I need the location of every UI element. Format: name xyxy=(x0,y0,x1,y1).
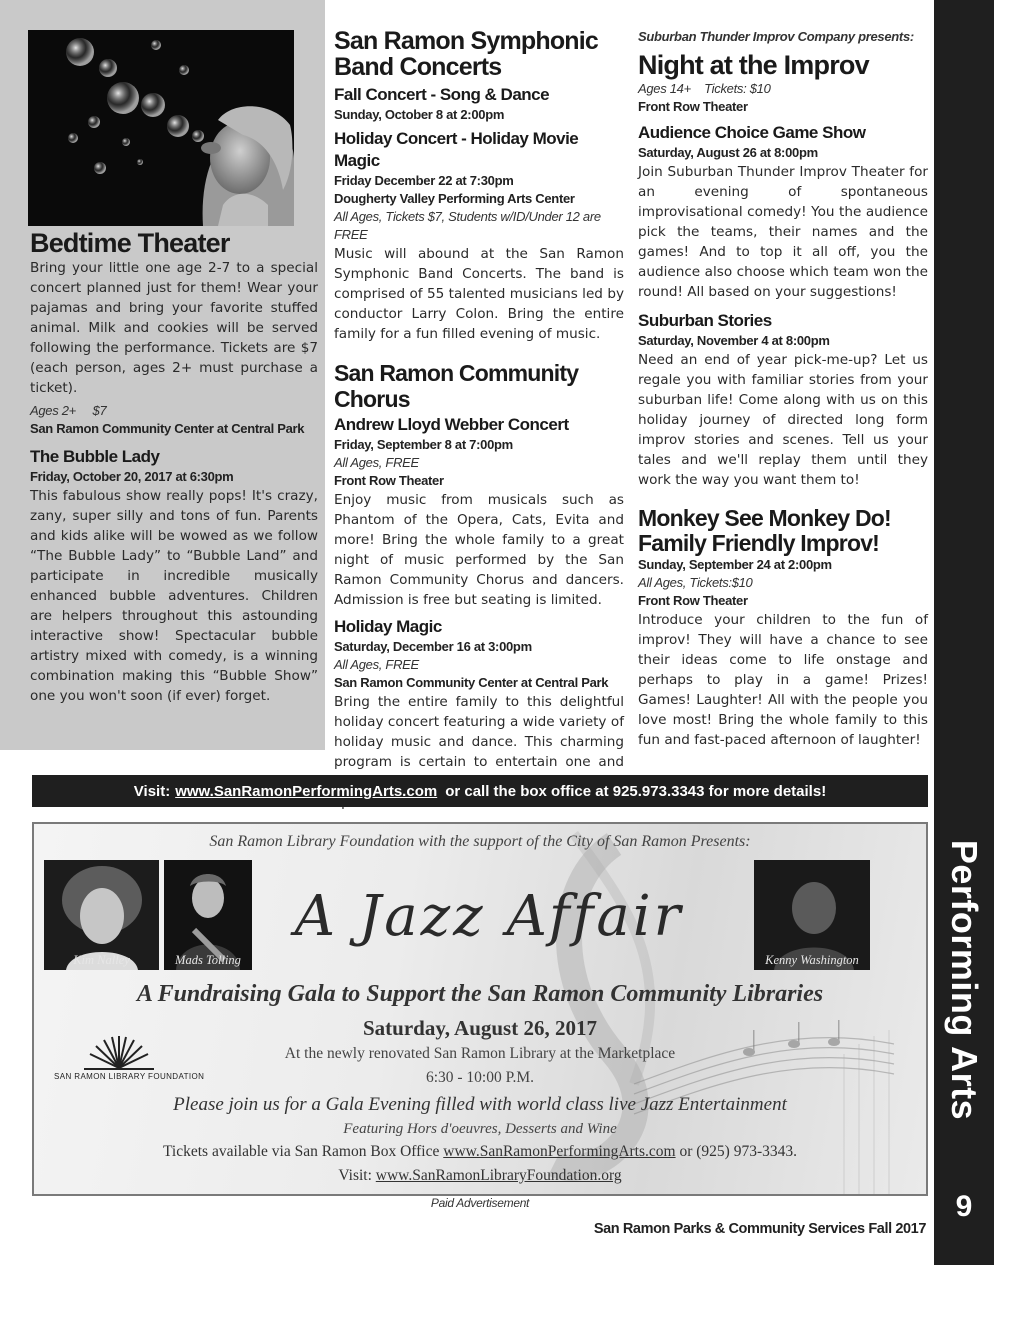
alw-concert-title: Andrew Lloyd Webber Concert xyxy=(334,415,569,434)
bedtime-theater-panel xyxy=(0,0,325,750)
jazz-affair-ad xyxy=(32,822,928,1196)
kenny-washington-photo xyxy=(754,860,870,970)
holiday-concert-location: Dougherty Valley Performing Arts Center xyxy=(334,191,575,206)
ad-presents: San Ramon Library Foundation with the support of the City of San Ramon Presents: xyxy=(209,833,751,850)
bedtime-theater-title: Bedtime Theater xyxy=(30,228,230,258)
holiday-magic-desc: Bring the entire family to this delightful holiday concert featuring a wide variety of holiday music and dance. This charming program is certain to entertain one and xyxy=(334,694,624,770)
performing-arts-link[interactable]: www.SanRamonPerformingArts.com xyxy=(175,782,438,800)
ad-featuring: Featuring Hors d'oeuvres, Desserts and Wine xyxy=(343,1121,617,1137)
ad-invite: Please join us for a Gala Evening filled with world class live Jazz Entertainment xyxy=(173,1094,787,1115)
visit-suffix: or call the box office at 925.973.3343 for more details! xyxy=(445,782,827,800)
ad-date: Saturday, August 26, 2017 xyxy=(363,1016,597,1040)
bubble-lady-desc: This fabulous show really pops! It's crazy, zany, super silly and tons of fun. Parents and kids alike will be wowed as we follow “The Bubble Lady” to “Bubble Land” and participate in incredible musically enhanced bubble adventures. Children are helpers throughout this astounding interactive show! Spectacular bubble artistry mixed with comedy, is a winning combination making this “Bubble Show” one you won't soon (if ever) forget. xyxy=(30,488,318,704)
ad-title: A Jazz Affair xyxy=(294,884,684,949)
msm-date: Sunday, September 24 at 2:00pm xyxy=(638,557,832,572)
ss-desc: Need an end of year pick-me-up? Let us regale you with familiar stories from your suburban life! Come along with us on this holiday journey of directed long form improv stories and scenes. Tell us your tales and we'll replay them until they work the way you want them to! xyxy=(638,352,928,488)
kim-nalley-caption: Kim Nalley xyxy=(73,953,130,967)
mads-tolling-caption: Mads Tolling xyxy=(175,953,241,967)
msm-title-2: Family Friendly Improv! xyxy=(638,530,880,556)
holiday-magic-info: All Ages, FREE xyxy=(334,657,419,672)
alw-concert-info: All Ages, FREE xyxy=(334,455,419,470)
msm-location: Front Row Theater xyxy=(638,593,748,608)
kenny-washington-caption: Kenny Washington xyxy=(765,953,859,967)
band-title: San Ramon Symphonic Band Concerts xyxy=(334,27,599,81)
alw-concert-desc: Enjoy music from musicals such as Phantom of the Opera, Cats, Evita and more! Bring the whole family to a great night of music performed by the San Ramon Community Chorus and dancers. Admission is free but seating is limited. xyxy=(334,492,624,608)
msm-info: All Ages, Tickets:$10 xyxy=(638,575,753,590)
ad-visit: Visit: www.SanRamonLibraryFoundation.org xyxy=(338,1167,622,1184)
fall-concert-title: Fall Concert - Song & Dance xyxy=(334,85,550,104)
improv-presenter: Suburban Thunder Improv Company presents: xyxy=(638,29,914,44)
chorus-title: San Ramon Community Chorus xyxy=(334,360,579,412)
ad-tickets-link[interactable]: www.SanRamonPerformingArts.com xyxy=(443,1143,676,1160)
acg-desc: Join Suburban Thunder Improv Theater for an evening of spontaneous improvisational comedy! You the audience pick the teams, their names and the games! And to top it all off, you the audience also choose which team won the round! All based on your suggestions! xyxy=(638,164,928,300)
foundation-logo-text: SAN RAMON LIBRARY FOUNDATION xyxy=(54,1072,205,1081)
ad-tickets: Tickets available via San Ramon Box Office www.SanRamonPerformingArts.com or (925) 973-3343. xyxy=(163,1143,797,1160)
holiday-concert-title: Holiday Concert - Holiday Movie Magic xyxy=(334,129,579,170)
mads-tolling-photo xyxy=(164,860,252,970)
improv-info: Ages 14+ Tickets: $10 xyxy=(638,81,771,96)
band-desc: Music will abound at the San Ramon Symphonic Band Concerts. The band is comprised of 55 talented musicians led by conductor Larry Colon. Bring the entire family for a fun filled evening of music. xyxy=(334,246,624,342)
holiday-magic-date: Saturday, December 16 at 3:00pm xyxy=(334,639,532,654)
bubble-lady-photo xyxy=(28,30,294,226)
page-number: 9 xyxy=(955,1190,973,1223)
paid-advertisement-label: Paid Advertisement xyxy=(430,1196,530,1210)
alw-concert-location: Front Row Theater xyxy=(334,473,444,488)
bedtime-theater-location: San Ramon Community Center at Central Park xyxy=(30,421,305,436)
improv-location: Front Row Theater xyxy=(638,99,748,114)
bedtime-theater-info: Ages 2+ $7 xyxy=(30,403,107,418)
ad-foundation-link[interactable]: www.SanRamonLibraryFoundation.org xyxy=(375,1167,622,1184)
improv-title: Night at the Improv xyxy=(638,50,869,80)
ad-subtitle: A Fundraising Gala to Support the San Ramon Community Libraries xyxy=(136,981,824,1007)
bubble-lady-title: The Bubble Lady xyxy=(30,447,160,466)
section-label: Performing Arts xyxy=(944,839,985,1121)
fall-concert-date: Sunday, October 8 at 2:00pm xyxy=(334,107,505,122)
holiday-concert-info: All Ages, Tickets $7, Students w/ID/Under 12 are FREE xyxy=(334,209,601,242)
ad-venue: At the newly renovated San Ramon Library at the Marketplace xyxy=(284,1045,676,1062)
ss-title: Suburban Stories xyxy=(638,311,772,330)
alw-concert-date: Friday, September 8 at 7:00pm xyxy=(334,437,513,452)
msm-title-1: Monkey See Monkey Do! xyxy=(638,505,891,531)
visit-bar xyxy=(32,775,928,807)
bubble-lady-date: Friday, October 20, 2017 at 6:30pm xyxy=(30,469,234,484)
visit-prefix: Visit: xyxy=(133,782,171,800)
acg-date: Saturday, August 26 at 8:00pm xyxy=(638,145,818,160)
holiday-concert-date: Friday December 22 at 7:30pm xyxy=(334,173,514,188)
page-footer: San Ramon Parks & Community Services Fall 2017 xyxy=(593,1221,926,1237)
acg-title: Audience Choice Game Show xyxy=(638,123,866,142)
kim-nalley-photo xyxy=(44,860,159,970)
ad-time: 6:30 - 10:00 P.M. xyxy=(425,1069,535,1086)
holiday-magic-location: San Ramon Community Center at Central Park xyxy=(334,675,609,690)
music-column xyxy=(334,28,624,812)
bedtime-theater-desc: Bring your little one age 2-7 to a special concert planned just for them! Wear your pajamas and bring your favorite stuffed animal. Milk and cookies will be served following the performance. Tickets are $7 (each person, ages 2+ must purchase a ticket). xyxy=(30,260,318,396)
msm-desc: Introduce your children to the fun of improv! They will have a chance to see their ideas come to life onstage and perhaps to play in a game! Prizes! Games! Laughter! All with the people you love most! Bring the whole family to this fun and fast-paced afternoon of laughter! xyxy=(638,612,928,748)
ss-date: Saturday, November 4 at 8:00pm xyxy=(638,333,830,348)
holiday-magic-title: Holiday Magic xyxy=(334,617,442,636)
improv-column xyxy=(638,28,928,750)
